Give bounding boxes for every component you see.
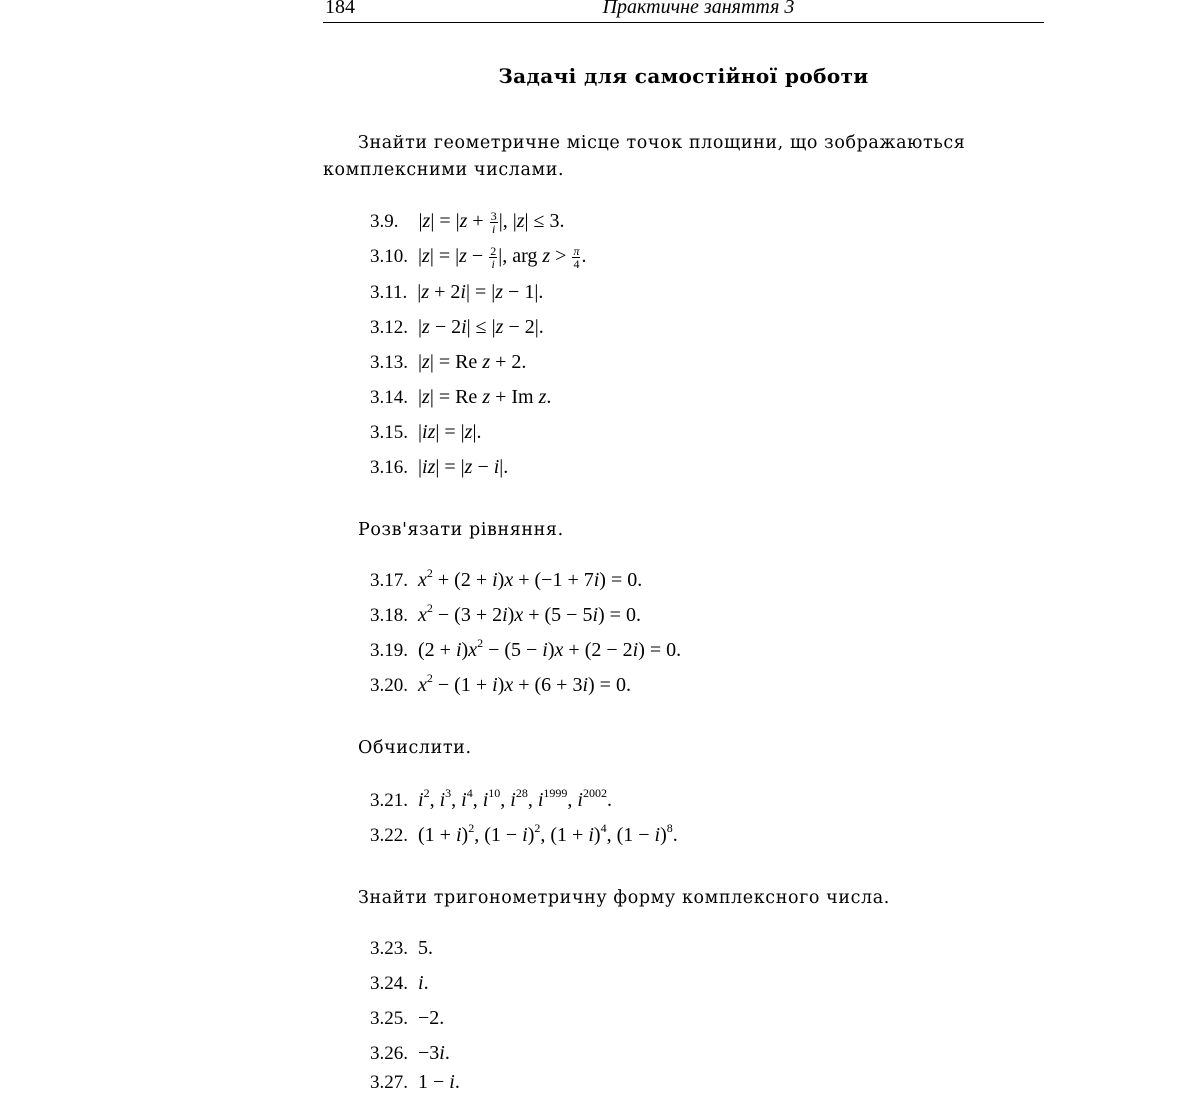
intro-equations-paragraph <box>323 517 1044 544</box>
problem-expression: $x^2 + (2 + i)x + (-1 + 7i) = 0$. <box>418 566 643 591</box>
problem-number: 3.26. <box>370 1043 408 1064</box>
problem-number: 3.22. <box>370 825 408 846</box>
problem-3-16 <box>370 455 508 480</box>
problem-expression: 1 − i. <box>418 1071 460 1093</box>
problem-expression: −3i. <box>418 1042 450 1064</box>
problem-number: 3.21. <box>370 790 408 811</box>
problem-3-14 <box>370 385 551 410</box>
problem-number: 3.25. <box>370 1008 408 1029</box>
problem-expression: |z| = Re z + Im z. <box>418 386 552 408</box>
problem-number: 3.11. <box>370 282 408 303</box>
intro-trig-paragraph <box>323 885 1044 912</box>
problem-number: 3.9. <box>370 211 399 232</box>
problem-3-27 <box>370 1070 460 1095</box>
problem-3-20 <box>370 673 631 698</box>
problem-expression: i. <box>418 972 429 994</box>
running-title: Практичне заняття 3 <box>602 0 795 18</box>
section-title: Задачі для самостійної роботи <box>498 64 869 88</box>
fraction: $\frac{2}{i}$ <box>490 243 497 271</box>
page-header <box>323 0 1044 23</box>
problem-3-18 <box>370 603 641 628</box>
problem-number: 3.16. <box>370 457 408 478</box>
intro-equations-text: Розв'язати рівняння. <box>358 520 564 540</box>
problem-3-17 <box>370 568 642 593</box>
problem-number: 3.12. <box>370 317 408 338</box>
problem-3-25 <box>370 1006 444 1031</box>
intro-compute-paragraph <box>323 735 1044 762</box>
fraction: $\frac{3}{i}$ <box>490 208 497 236</box>
problem-expression: $(2 + i)x^2 - (5 - i)x + (2 - 2i) = 0$. <box>418 636 682 661</box>
problem-number: 3.15. <box>370 422 408 443</box>
problem-number: 3.27. <box>370 1072 408 1093</box>
problem-3-24 <box>370 971 429 996</box>
problem-expression: |iz| = |z − i|. <box>418 456 509 478</box>
problem-number: 3.24. <box>370 973 408 994</box>
problem-expression: |z + 2i| = |z − 1|. <box>417 281 544 303</box>
problem-number: 3.17. <box>370 570 408 591</box>
problem-3-13 <box>370 350 526 375</box>
problem-number: 3.23. <box>370 938 408 959</box>
problem-expression: |z − 2i| ≤ |z − 2|. <box>418 316 544 338</box>
problem-3-12 <box>370 315 544 340</box>
problem-3-26 <box>370 1041 450 1066</box>
problem-number: 3.18. <box>370 605 408 626</box>
intro-locus-text: Знайти геометричне місце точок площини, що зображаються комплексними числами. <box>323 133 966 180</box>
problem-expression: $(1 + i)^2$, $(1 - i)^2$, $(1 + i)^4$, $(1 - i)^8$. <box>418 821 678 846</box>
problem-expression: |z| = |z − $\frac{2}{i}$ |, arg z > $\frac{\pi}{4}$ . <box>418 243 587 271</box>
problem-3-10 <box>370 244 586 270</box>
intro-locus-paragraph <box>323 130 1044 184</box>
problem-number: 3.14. <box>370 387 408 408</box>
intro-compute-text: Обчислити. <box>358 738 472 758</box>
problem-3-23 <box>370 936 433 961</box>
problem-3-9 <box>370 209 564 235</box>
problem-expression: −2. <box>418 1007 445 1029</box>
problem-number: 3.10. <box>370 246 408 267</box>
problem-expression: $i^2$, $i^3$, $i^4$, $i^{10}$, $i^{28}$, $i^{1999}$, $i^{2002}$. <box>418 786 612 811</box>
problem-expression: 5. <box>418 937 433 959</box>
problem-3-19 <box>370 638 681 663</box>
problem-expression: $x^2 - (3 + 2i)x + (5 - 5i) = 0$. <box>418 601 641 626</box>
intro-trig-text: Знайти тригонометричну форму комплексного числа. <box>358 888 890 908</box>
problem-expression: |z| = Re z + 2. <box>418 351 527 373</box>
page-number: 184 <box>325 0 355 18</box>
fraction: $\frac{\pi}{4}$ <box>573 243 580 271</box>
problem-number: 3.19. <box>370 640 408 661</box>
problem-expression: |z| = |z + $\frac{3}{i}$ |, |z| ≤ 3. <box>418 208 565 236</box>
problem-number: 3.20. <box>370 675 408 696</box>
problem-3-15 <box>370 420 481 445</box>
problem-expression: |iz| = |z|. <box>418 421 482 443</box>
problem-number: 3.13. <box>370 352 408 373</box>
problem-3-22 <box>370 823 678 848</box>
problem-3-21 <box>370 788 612 813</box>
problem-3-11 <box>370 280 543 305</box>
problem-expression: $x^2 - (1 + i)x + (6 + 3i) = 0$. <box>418 671 631 696</box>
